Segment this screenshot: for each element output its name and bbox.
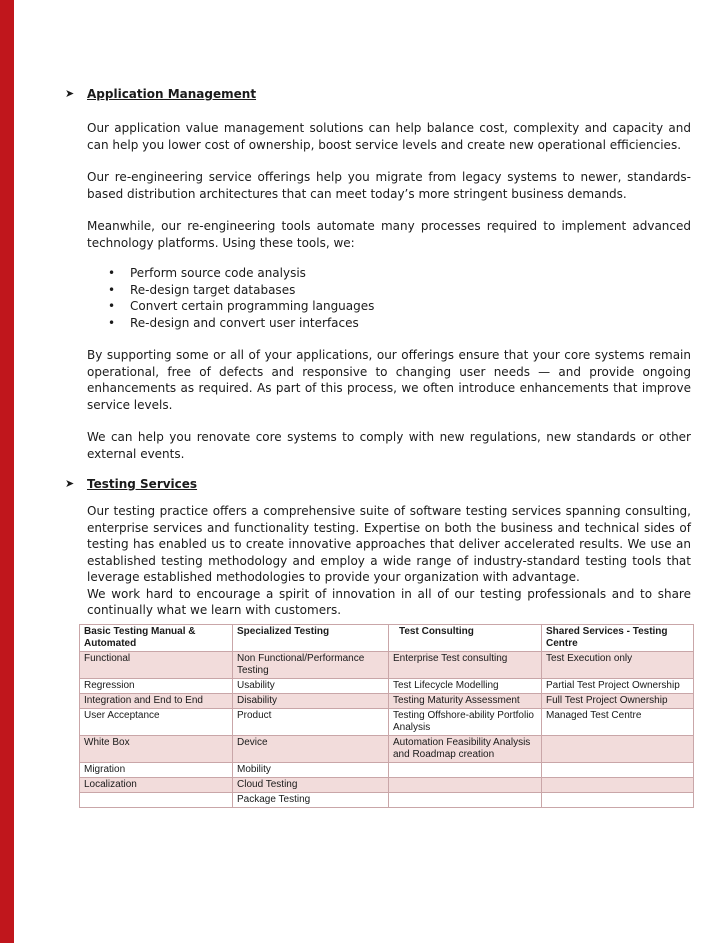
- column-header: Basic Testing Manual & Automated: [80, 624, 233, 651]
- table-cell: Enterprise Test consulting: [389, 651, 542, 678]
- bullet-list: [87, 265, 691, 331]
- page-margin-accent-bar: [0, 0, 14, 943]
- table-cell: Device: [233, 735, 389, 762]
- list-item: • Convert certain programming languages: [87, 298, 691, 315]
- table-cell: Functional: [80, 651, 233, 678]
- table-row: [80, 693, 694, 708]
- table-cell: Disability: [233, 693, 389, 708]
- table-cell: [542, 777, 694, 792]
- arrow-bullet-icon: ➤: [65, 477, 75, 490]
- table-cell: Managed Test Centre: [542, 708, 694, 735]
- table-cell: User Acceptance: [80, 708, 233, 735]
- testing-services-table: [79, 624, 694, 808]
- column-header: Shared Services - Testing Centre: [542, 624, 694, 651]
- table-cell: Integration and End to End: [80, 693, 233, 708]
- document-body: [65, 84, 691, 808]
- table-row: [80, 762, 694, 777]
- table-cell: [542, 762, 694, 777]
- paragraph: Our re-engineering service offerings help you migrate from legacy systems to newer, standards-based distribution architectures that can meet today’s more stringent business demands.: [87, 170, 691, 201]
- table-cell: Testing Maturity Assessment: [389, 693, 542, 708]
- table-row: [80, 708, 694, 735]
- table-cell: [80, 792, 233, 807]
- table-cell: Test Lifecycle Modelling: [389, 678, 542, 693]
- column-header: Test Consulting: [389, 624, 542, 651]
- table-row: [80, 777, 694, 792]
- section-title: Application Management: [87, 87, 257, 101]
- table-cell: Regression: [80, 678, 233, 693]
- section-heading-application-management: [65, 84, 691, 104]
- table-cell: Usability: [233, 678, 389, 693]
- arrow-bullet-icon: ➤: [65, 87, 75, 100]
- table-cell: [389, 792, 542, 807]
- paragraph: By supporting some or all of your applications, our offerings ensure that your core systems remain operational, free of defects and responsive to changing user needs — and provide ongoing enhancements as required. As part of this process, we often introduce enhancements that improve service levels.: [87, 348, 691, 412]
- table-cell: Non Functional/Performance Testing: [233, 651, 389, 678]
- table-cell: Mobility: [233, 762, 389, 777]
- table-cell: Testing Offshore-ability Portfolio Analysis: [389, 708, 542, 735]
- paragraph: Meanwhile, our re-engineering tools automate many processes required to implement advanced technology platforms. Using these tools, we:: [87, 219, 691, 250]
- table-cell: Automation Feasibility Analysis and Roadmap creation: [389, 735, 542, 762]
- section-title: Testing Services: [87, 477, 198, 491]
- table-cell: [542, 735, 694, 762]
- paragraph: Our testing practice offers a comprehensive suite of software testing services spanning consulting, enterprise services and functionality testing. Expertise on both the business and technical sides of testing has enabled us to create innovative approaches that deliver accelerated results. We use an established testing methodology and employ a wide range of industry-standard testing tools that leverage established methodologies to provide your organization with advantage.: [87, 504, 691, 584]
- column-header: Specialized Testing: [233, 624, 389, 651]
- table-cell: Localization: [80, 777, 233, 792]
- table-cell: Product: [233, 708, 389, 735]
- table-cell: Package Testing: [233, 792, 389, 807]
- table-row: [80, 678, 694, 693]
- table-cell: Partial Test Project Ownership: [542, 678, 694, 693]
- paragraph: We work hard to encourage a spirit of innovation in all of our testing professionals and to share continually what we learn with customers.: [87, 586, 691, 617]
- table-cell: [542, 792, 694, 807]
- list-item: • Re-design and convert user interfaces: [87, 315, 691, 332]
- section-heading-testing-services: [65, 474, 691, 494]
- table-cell: Test Execution only: [542, 651, 694, 678]
- table-cell: [389, 762, 542, 777]
- paragraph: We can help you renovate core systems to comply with new regulations, new standards or other external events.: [87, 430, 691, 461]
- paragraph: Our application value management solutions can help balance cost, complexity and capacity and can help you lower cost of ownership, boost service levels and create new operational efficiencies.: [87, 121, 691, 152]
- table-cell: Full Test Project Ownership: [542, 693, 694, 708]
- table-row: [80, 651, 694, 678]
- table-cell: Cloud Testing: [233, 777, 389, 792]
- list-item: • Re-design target databases: [87, 282, 691, 299]
- table-row: [80, 792, 694, 807]
- table-cell: White Box: [80, 735, 233, 762]
- list-item: • Perform source code analysis: [87, 265, 691, 282]
- table-row: [80, 735, 694, 762]
- table-cell: [389, 777, 542, 792]
- table-header-row: [80, 624, 694, 651]
- table-cell: Migration: [80, 762, 233, 777]
